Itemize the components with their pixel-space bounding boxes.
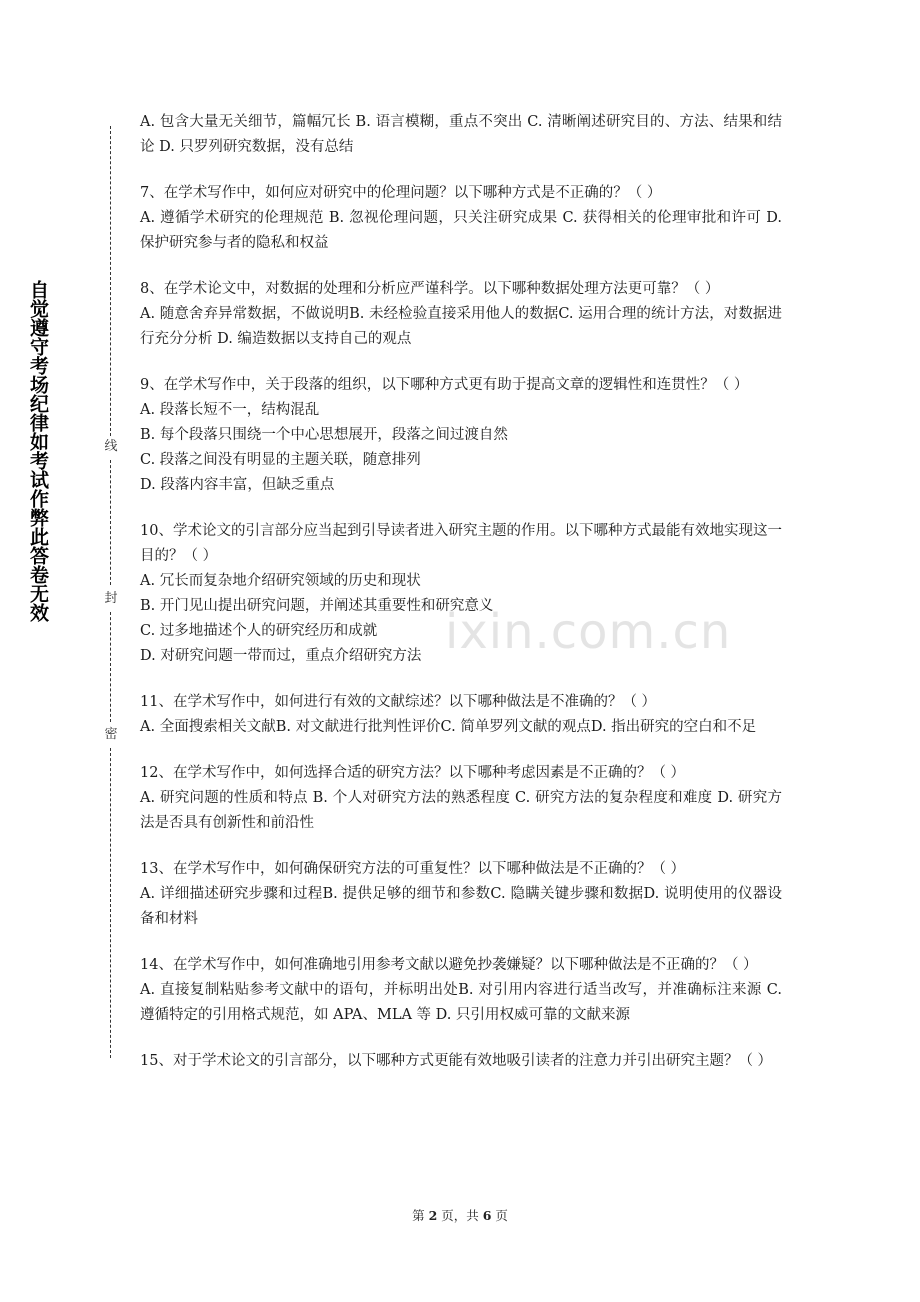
question-block <box>140 761 782 836</box>
seal-label-secret: 密 <box>104 727 118 742</box>
question-block <box>140 953 782 1028</box>
question-option: C. 段落之间没有明显的主题关联，随意排列 <box>140 452 421 468</box>
question-block <box>140 857 782 932</box>
question-stem: 11、在学术写作中，如何进行有效的文献综述？以下哪种做法是不准确的？（ ） <box>140 694 657 710</box>
question-option: A. 直接复制粘贴参考文献中的语句，并标明出处B. 对引用内容进行适当改写，并准确标注来源 C. 遵循特定的引用格式规范，如 APA、MLA 等 D. 只引用权威可靠的文献来源 <box>140 982 782 1023</box>
question-stem: 8、在学术论文中，对数据的处理和分析应严谨科学。以下哪种数据处理方法更可靠？（ ） <box>140 281 720 297</box>
question-block <box>140 181 782 256</box>
question-block <box>140 690 782 740</box>
seal-label-seal: 封 <box>104 591 118 606</box>
question-stem: 7、在学术写作中，如何应对研究中的伦理问题？以下哪种方式是不正确的？（ ） <box>140 185 662 201</box>
question-stem: 14、在学术写作中，如何准确地引用参考文献以避免抄袭嫌疑？以下哪种做法是不正确的？（ ） <box>140 957 758 973</box>
question-option: B. 每个段落只围绕一个中心思想展开，段落之间过渡自然 <box>140 427 508 443</box>
side-notice: 自觉遵守考场纪律如考试作弊此答卷无效 <box>27 280 49 622</box>
footer-current-page: 2 <box>428 1208 438 1223</box>
footer-prefix: 第 <box>412 1208 429 1223</box>
page-footer <box>0 1206 920 1224</box>
question-stem: 10、学术论文的引言部分应当起到引导读者进入研究主题的作用。以下哪种方式最能有效地实现这一目的？（ ） <box>140 523 782 564</box>
question-option: D. 段落内容丰富，但缺乏重点 <box>140 477 335 493</box>
seal-label-line: 线 <box>104 439 118 454</box>
question-stem: 15、对于学术论文的引言部分，以下哪种方式更能有效地吸引读者的注意力并引出研究主题？（ ） <box>140 1053 773 1069</box>
question-option: A. 冗长而复杂地介绍研究领域的历史和现状 <box>140 573 421 589</box>
question-option: A. 包含大量无关细节，篇幅冗长 B. 语言模糊，重点不突出 C. 清晰阐述研究目的、方法、结果和结论 D. 只罗列研究数据，没有总结 <box>140 114 782 155</box>
question-list <box>140 110 782 1095</box>
footer-middle: 页，共 <box>437 1208 483 1223</box>
question-stem: 9、在学术写作中，关于段落的组织，以下哪种方式更有助于提高文章的逻辑性和连贯性？（ ） <box>140 377 749 393</box>
question-option: A. 全面搜索相关文献B. 对文献进行批判性评价C. 简单罗列文献的观点D. 指出研究的空白和不足 <box>140 719 757 735</box>
footer-suffix: 页 <box>491 1208 508 1223</box>
watermark: ixin.com.cn <box>445 604 732 660</box>
question-option: A. 研究问题的性质和特点 B. 个人对研究方法的熟悉程度 C. 研究方法的复杂程度和难度 D. 研究方法是否具有创新性和前沿性 <box>140 790 782 831</box>
question-block <box>140 110 782 160</box>
binding-dash-line-top <box>110 126 111 436</box>
question-stem: 12、在学术写作中，如何选择合适的研究方法？以下哪种考虑因素是不正确的？（ ） <box>140 765 686 781</box>
binding-dash-line-middle-1 <box>110 460 111 585</box>
question-block <box>140 519 782 669</box>
question-block <box>140 1049 782 1074</box>
question-option: A. 随意舍弃异常数据，不做说明B. 未经检验直接采用他人的数据C. 运用合理的统计方法，对数据进行充分分析 D. 编造数据以支持自己的观点 <box>140 306 782 347</box>
question-block <box>140 277 782 352</box>
question-option: A. 遵循学术研究的伦理规范 B. 忽视伦理问题，只关注研究成果 C. 获得相关的伦理审批和许可 D. 保护研究参与者的隐私和权益 <box>140 210 782 251</box>
question-option: C. 过多地描述个人的研究经历和成就 <box>140 623 378 639</box>
question-block <box>140 373 782 498</box>
question-option: A. 详细描述研究步骤和过程B. 提供足够的细节和参数C. 隐瞒关键步骤和数据D. 说明使用的仪器设备和材料 <box>140 886 782 927</box>
binding-dash-line-bottom <box>110 748 111 1058</box>
footer-total-pages: 6 <box>482 1208 492 1223</box>
question-option: B. 开门见山提出研究问题，并阐述其重要性和研究意义 <box>140 598 494 614</box>
question-option: D. 对研究问题一带而过，重点介绍研究方法 <box>140 648 422 664</box>
question-option: A. 段落长短不一，结构混乱 <box>140 402 320 418</box>
question-stem: 13、在学术写作中，如何确保研究方法的可重复性？以下哪种做法是不正确的？（ ） <box>140 861 686 877</box>
binding-dash-line-middle-2 <box>110 612 111 722</box>
